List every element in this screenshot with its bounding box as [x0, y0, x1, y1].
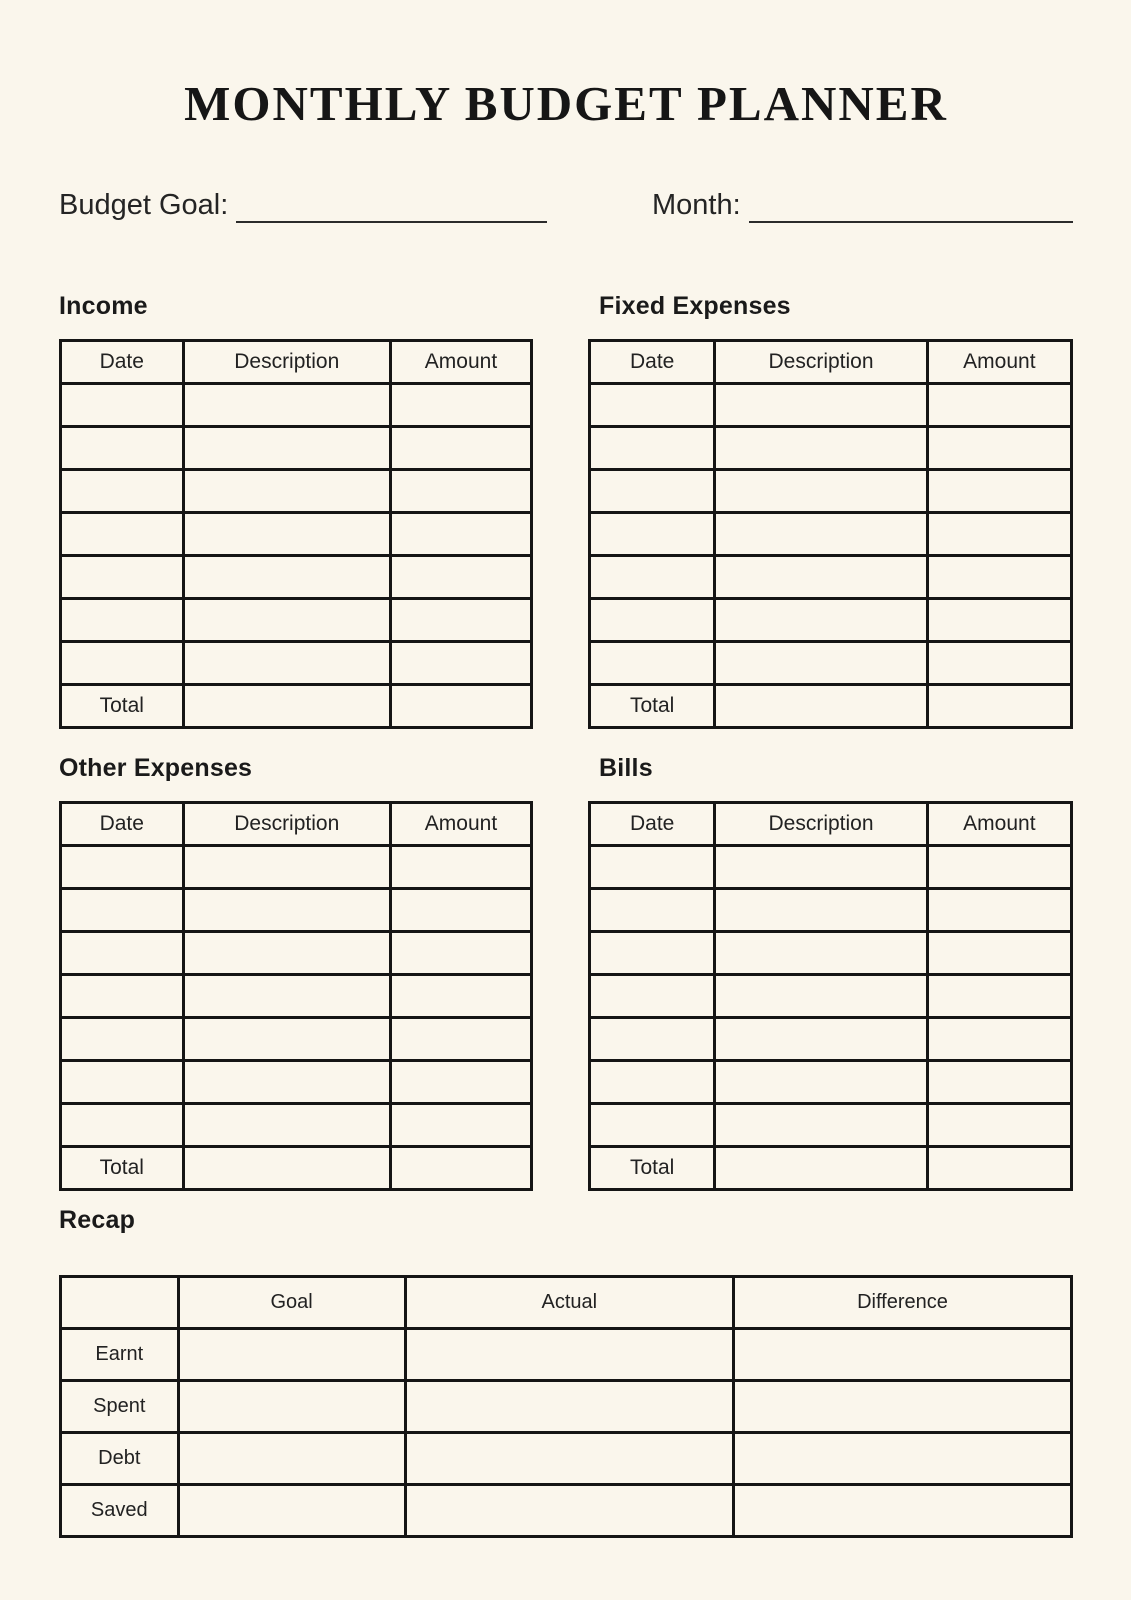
empty-cell[interactable] — [927, 931, 1071, 974]
empty-cell[interactable] — [61, 1103, 184, 1146]
empty-cell[interactable] — [183, 641, 390, 684]
empty-cell[interactable] — [927, 383, 1071, 426]
empty-cell[interactable] — [715, 641, 927, 684]
empty-cell[interactable] — [183, 1060, 390, 1103]
page-title: MONTHLY BUDGET PLANNER — [184, 76, 948, 131]
section-heading-other-expenses: Other Expenses — [59, 753, 253, 782]
empty-cell[interactable] — [183, 555, 390, 598]
empty-cell[interactable] — [590, 641, 715, 684]
empty-cell[interactable] — [715, 383, 927, 426]
income-table — [59, 339, 533, 729]
empty-cell[interactable] — [61, 641, 184, 684]
table-row — [61, 598, 532, 641]
table-row — [590, 931, 1072, 974]
empty-cell[interactable] — [927, 845, 1071, 888]
recap-row-spent — [61, 1380, 1072, 1432]
empty-cell[interactable] — [590, 598, 715, 641]
section-fixed-expenses — [588, 291, 1073, 729]
recap-row-label: Spent — [61, 1380, 179, 1432]
table-row — [61, 888, 532, 931]
recap-actual-cell[interactable] — [405, 1328, 733, 1380]
empty-cell[interactable] — [715, 598, 927, 641]
table-row — [590, 888, 1072, 931]
empty-cell[interactable] — [390, 469, 531, 512]
table-row — [590, 845, 1072, 888]
budget-goal-input-line[interactable] — [236, 187, 547, 223]
empty-cell[interactable] — [61, 512, 184, 555]
empty-cell[interactable] — [927, 426, 1071, 469]
empty-cell[interactable] — [590, 512, 715, 555]
recap-table — [59, 1275, 1073, 1538]
empty-cell[interactable] — [927, 888, 1071, 931]
header-row — [61, 802, 532, 845]
table-row — [61, 555, 532, 598]
empty-cell[interactable] — [390, 598, 531, 641]
table-row — [590, 1060, 1072, 1103]
empty-cell[interactable] — [183, 1017, 390, 1060]
empty-cell[interactable] — [590, 469, 715, 512]
total-value-cell[interactable] — [927, 1146, 1071, 1189]
empty-cell[interactable] — [715, 1017, 927, 1060]
recap-actual-cell[interactable] — [405, 1380, 733, 1432]
recap-goal-cell[interactable] — [178, 1380, 405, 1432]
table-row — [590, 598, 1072, 641]
empty-cell[interactable] — [183, 974, 390, 1017]
table-row — [590, 555, 1072, 598]
total-value-cell[interactable] — [927, 684, 1071, 727]
header-row — [590, 340, 1072, 383]
recap-difference-cell[interactable] — [733, 1328, 1071, 1380]
table-row — [590, 426, 1072, 469]
budget-goal-label: Budget Goal: — [59, 188, 229, 221]
header-row — [590, 802, 1072, 845]
total-row — [61, 684, 532, 727]
column-header-actual: Actual — [405, 1276, 733, 1328]
empty-cell[interactable] — [590, 1017, 715, 1060]
section-heading-bills: Bills — [599, 753, 653, 782]
empty-cell[interactable] — [61, 888, 184, 931]
column-header-amount: Amount — [390, 340, 531, 383]
month-label: Month: — [652, 188, 741, 221]
table-row — [61, 931, 532, 974]
bills-table — [588, 801, 1073, 1191]
empty-cell[interactable] — [590, 1060, 715, 1103]
recap-goal-cell[interactable] — [178, 1432, 405, 1484]
section-recap — [59, 1205, 1073, 1538]
empty-cell[interactable] — [590, 845, 715, 888]
empty-cell[interactable] — [183, 383, 390, 426]
total-description-cell[interactable] — [715, 1146, 927, 1189]
recap-row-saved — [61, 1484, 1072, 1536]
empty-cell[interactable] — [183, 845, 390, 888]
empty-cell[interactable] — [61, 383, 184, 426]
total-row — [590, 1146, 1072, 1189]
total-value-cell[interactable] — [390, 1146, 531, 1189]
empty-cell[interactable] — [390, 1017, 531, 1060]
column-header-date: Date — [61, 802, 184, 845]
empty-cell[interactable] — [390, 888, 531, 931]
empty-cell[interactable] — [390, 641, 531, 684]
total-label: Total — [61, 684, 184, 727]
table-row — [61, 641, 532, 684]
empty-cell[interactable] — [590, 426, 715, 469]
empty-cell[interactable] — [715, 1060, 927, 1103]
table-row — [61, 426, 532, 469]
empty-cell[interactable] — [590, 1103, 715, 1146]
column-header-description: Description — [715, 802, 927, 845]
empty-cell[interactable] — [927, 469, 1071, 512]
empty-cell[interactable] — [390, 555, 531, 598]
table-row — [61, 469, 532, 512]
column-header-date: Date — [590, 340, 715, 383]
empty-cell[interactable] — [590, 931, 715, 974]
empty-cell[interactable] — [390, 931, 531, 974]
empty-cell[interactable] — [927, 598, 1071, 641]
fill-in-row — [59, 181, 1073, 223]
empty-cell[interactable] — [183, 426, 390, 469]
empty-cell[interactable] — [61, 598, 184, 641]
empty-cell[interactable] — [715, 469, 927, 512]
empty-cell[interactable] — [927, 641, 1071, 684]
month-input-line[interactable] — [749, 187, 1073, 223]
empty-cell[interactable] — [183, 888, 390, 931]
total-description-cell[interactable] — [183, 1146, 390, 1189]
empty-cell[interactable] — [390, 512, 531, 555]
empty-cell[interactable] — [927, 974, 1071, 1017]
recap-difference-cell[interactable] — [733, 1484, 1071, 1536]
total-label: Total — [61, 1146, 184, 1189]
empty-cell[interactable] — [715, 1103, 927, 1146]
table-row — [590, 1017, 1072, 1060]
empty-cell[interactable] — [715, 931, 927, 974]
ledger-sections — [59, 291, 1073, 1191]
column-header-amount: Amount — [927, 802, 1071, 845]
empty-cell[interactable] — [927, 555, 1071, 598]
table-row — [61, 1060, 532, 1103]
empty-cell[interactable] — [61, 555, 184, 598]
recap-difference-cell[interactable] — [733, 1432, 1071, 1484]
empty-cell[interactable] — [390, 974, 531, 1017]
total-label: Total — [590, 684, 715, 727]
recap-row-debt — [61, 1432, 1072, 1484]
column-header-amount: Amount — [390, 802, 531, 845]
recap-difference-cell[interactable] — [733, 1380, 1071, 1432]
recap-goal-cell[interactable] — [178, 1484, 405, 1536]
header-row — [61, 340, 532, 383]
empty-cell[interactable] — [390, 426, 531, 469]
table-row — [590, 641, 1072, 684]
section-bills — [588, 753, 1073, 1191]
recap-row-label: Saved — [61, 1484, 179, 1536]
recap-actual-cell[interactable] — [405, 1484, 733, 1536]
other-expenses-table — [59, 801, 533, 1191]
column-header-date: Date — [590, 802, 715, 845]
empty-cell[interactable] — [715, 974, 927, 1017]
empty-cell[interactable] — [590, 555, 715, 598]
table-row — [61, 1103, 532, 1146]
empty-cell[interactable] — [715, 426, 927, 469]
column-header-description: Description — [183, 340, 390, 383]
section-other-expenses — [59, 753, 533, 1191]
table-row — [590, 469, 1072, 512]
empty-cell[interactable] — [715, 555, 927, 598]
recap-row-earnt — [61, 1328, 1072, 1380]
recap-row-label: Debt — [61, 1432, 179, 1484]
fixed-expenses-table — [588, 339, 1073, 729]
table-row — [61, 512, 532, 555]
recap-row-label: Earnt — [61, 1328, 179, 1380]
empty-cell[interactable] — [927, 1017, 1071, 1060]
table-row — [590, 383, 1072, 426]
empty-cell[interactable] — [590, 974, 715, 1017]
column-header-blank — [61, 1276, 179, 1328]
empty-cell[interactable] — [183, 931, 390, 974]
table-row — [61, 845, 532, 888]
column-header-goal: Goal — [178, 1276, 405, 1328]
empty-cell[interactable] — [715, 512, 927, 555]
empty-cell[interactable] — [927, 512, 1071, 555]
column-header-date: Date — [61, 340, 184, 383]
empty-cell[interactable] — [390, 383, 531, 426]
empty-cell[interactable] — [590, 888, 715, 931]
empty-cell[interactable] — [183, 469, 390, 512]
column-header-description: Description — [183, 802, 390, 845]
empty-cell[interactable] — [183, 598, 390, 641]
empty-cell[interactable] — [61, 1060, 184, 1103]
total-label: Total — [590, 1146, 715, 1189]
empty-cell[interactable] — [61, 931, 184, 974]
column-header-difference: Difference — [733, 1276, 1071, 1328]
empty-cell[interactable] — [590, 383, 715, 426]
empty-cell[interactable] — [927, 1060, 1071, 1103]
empty-cell[interactable] — [61, 469, 184, 512]
table-row — [590, 974, 1072, 1017]
empty-cell[interactable] — [390, 1060, 531, 1103]
total-description-cell[interactable] — [715, 684, 927, 727]
recap-actual-cell[interactable] — [405, 1432, 733, 1484]
empty-cell[interactable] — [390, 1103, 531, 1146]
empty-cell[interactable] — [927, 1103, 1071, 1146]
empty-cell[interactable] — [183, 512, 390, 555]
section-heading-recap: Recap — [59, 1205, 136, 1234]
recap-goal-cell[interactable] — [178, 1328, 405, 1380]
section-heading-fixed-expenses: Fixed Expenses — [599, 291, 791, 320]
header-row — [61, 1276, 1072, 1328]
total-row — [61, 1146, 532, 1189]
table-row — [590, 512, 1072, 555]
empty-cell[interactable] — [715, 888, 927, 931]
empty-cell[interactable] — [61, 1017, 184, 1060]
month-field — [652, 181, 1073, 223]
empty-cell[interactable] — [183, 1103, 390, 1146]
table-row — [61, 1017, 532, 1060]
section-heading-income: Income — [59, 291, 148, 320]
budget-goal-field — [59, 181, 547, 223]
empty-cell[interactable] — [390, 845, 531, 888]
table-row — [590, 1103, 1072, 1146]
section-income — [59, 291, 533, 729]
column-header-amount: Amount — [927, 340, 1071, 383]
empty-cell[interactable] — [61, 974, 184, 1017]
table-row — [61, 974, 532, 1017]
total-row — [590, 684, 1072, 727]
column-header-description: Description — [715, 340, 927, 383]
empty-cell[interactable] — [61, 426, 184, 469]
table-row — [61, 383, 532, 426]
empty-cell[interactable] — [715, 845, 927, 888]
total-description-cell[interactable] — [183, 684, 390, 727]
empty-cell[interactable] — [61, 845, 184, 888]
total-value-cell[interactable] — [390, 684, 531, 727]
